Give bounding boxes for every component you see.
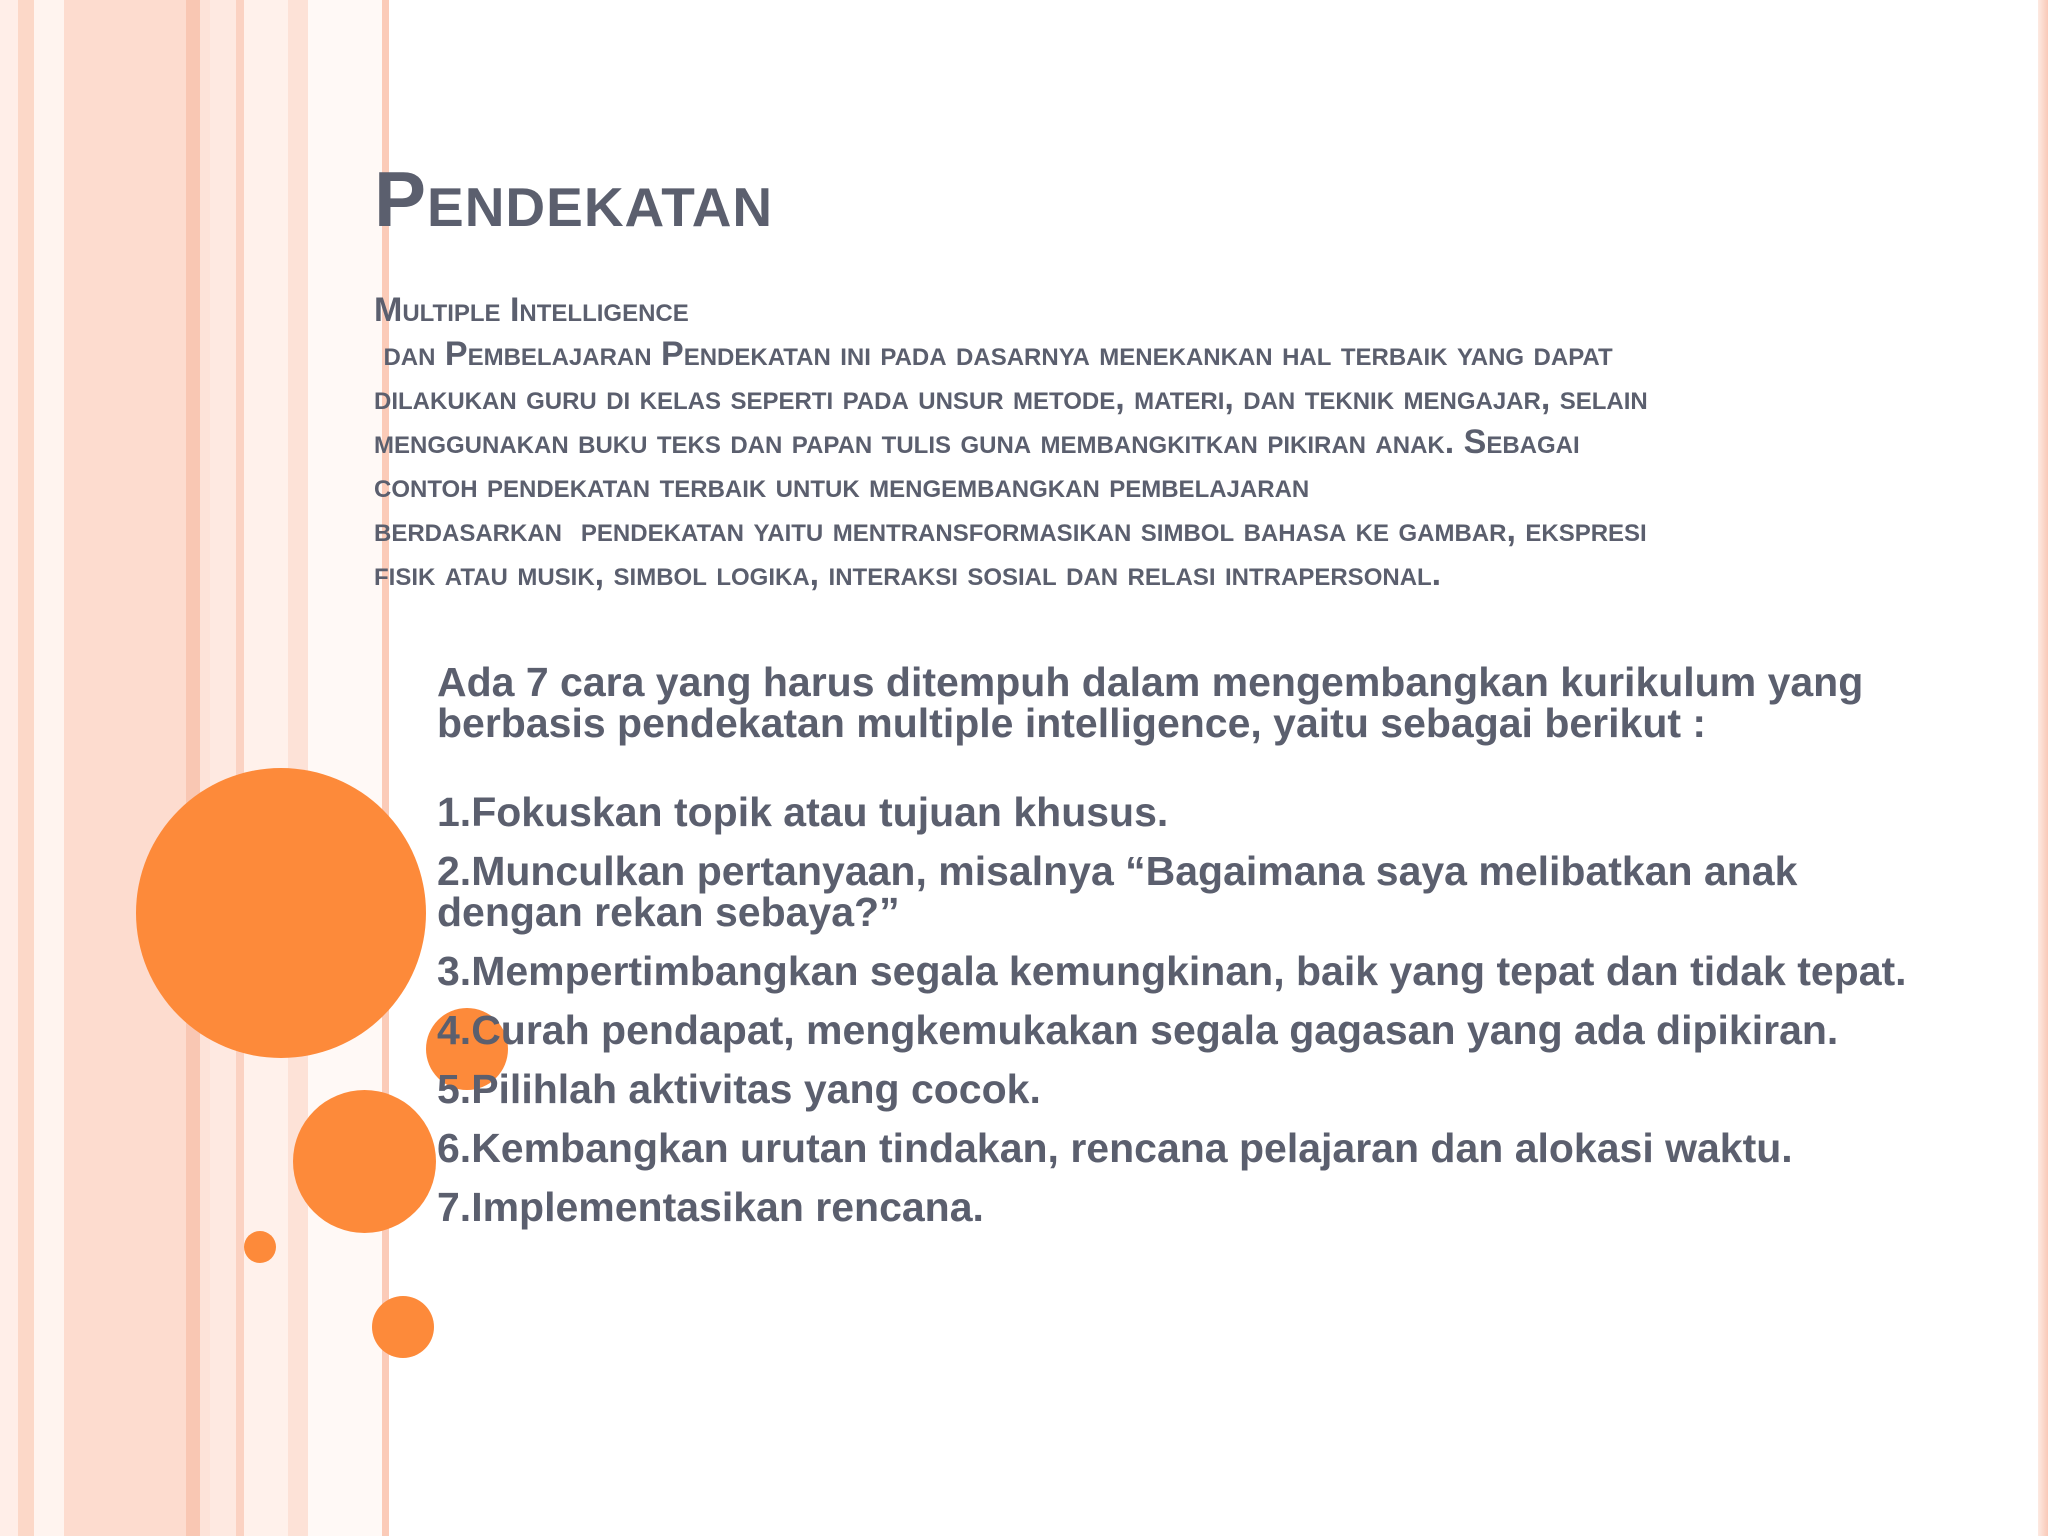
- subtitle-line: Multiple Intelligence: [374, 291, 689, 329]
- steps-list: [437, 789, 1947, 1230]
- intro-paragraph: Ada 7 cara yang harus ditempuh dalam mengembangkan kurikulum yang berbasis pendekatan multiple intelligence, yaitu sebagai berikut :: [437, 659, 1864, 746]
- background-stripe: [64, 0, 186, 1536]
- list-item: 7.Implementasikan rencana.: [437, 1184, 984, 1230]
- subtitle-line: dan Pembelajaran Pendekatan ini pada dasarnya menekankan hal terbaik yang dapat: [374, 335, 1613, 373]
- list-item: 2.Munculkan pertanyaan, misalnya “Bagaimana saya melibatkan anak dengan rekan sebaya?”: [437, 848, 1798, 935]
- right-edge-stripe: [2038, 0, 2048, 1536]
- slide-title: Pendekatan: [374, 155, 774, 243]
- subtitle-line: dilakukan guru di kelas seperti pada unsur metode, materi, dan teknik mengajar, selain: [374, 379, 1648, 417]
- background-stripe: [236, 0, 244, 1536]
- subtitle-line: contoh pendekatan terbaik untuk mengembangkan pembelajaran: [374, 467, 1310, 505]
- decorative-circle-small: [372, 1296, 434, 1358]
- background-stripe: [186, 0, 200, 1536]
- background-stripe: [308, 0, 382, 1536]
- decorative-circle-dot: [244, 1231, 276, 1263]
- list-item: 6.Kembangkan urutan tindakan, rencana pelajaran dan alokasi waktu.: [437, 1125, 1793, 1171]
- background-stripe: [200, 0, 210, 1536]
- list-item: 5.Pilihlah aktivitas yang cocok.: [437, 1066, 1041, 1112]
- background-stripe: [18, 0, 34, 1536]
- background-stripe: [210, 0, 236, 1536]
- background-stripe: [34, 0, 64, 1536]
- decorative-circle-medium: [293, 1090, 436, 1233]
- list-item: 4.Curah pendapat, mengkemukakan segala gagasan yang ada dipikiran.: [437, 1007, 1839, 1053]
- slide-subtitle: [374, 288, 1934, 596]
- list-item: 1.Fokuskan topik atau tujuan khusus.: [437, 789, 1169, 835]
- background-stripe: [0, 0, 18, 1536]
- subtitle-line: berdasarkan pendekatan yaitu mentransformasikan simbol bahasa ke gambar, ekspresi: [374, 511, 1647, 549]
- decorative-circle-large: [136, 768, 426, 1058]
- list-item: 3.Mempertimbangkan segala kemungkinan, baik yang tepat dan tidak tepat.: [437, 948, 1907, 994]
- subtitle-line: fisik atau musik, simbol logika, interaksi sosial dan relasi intrapersonal.: [374, 555, 1442, 593]
- slide-body: [437, 659, 1947, 1246]
- subtitle-line: menggunakan buku teks dan papan tulis guna membangkitkan pikiran anak. Sebagai: [374, 423, 1580, 461]
